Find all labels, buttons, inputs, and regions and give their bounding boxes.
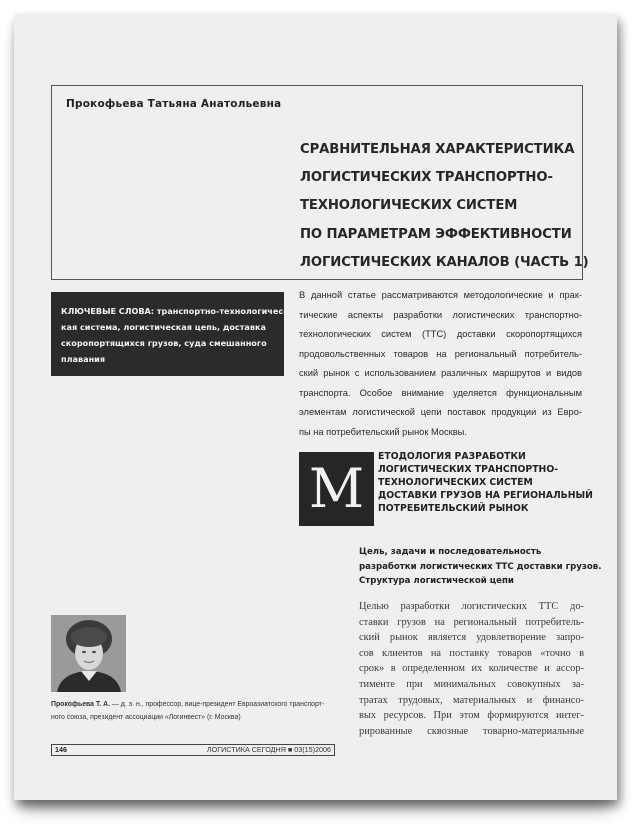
portrait-image bbox=[51, 615, 126, 692]
body-line: ставки грузов на региональный потребитель- bbox=[359, 616, 584, 628]
author-photo bbox=[51, 615, 126, 692]
body-line: вых ресурсов. При этом формируются интег- bbox=[359, 710, 584, 722]
keywords-line: плавания bbox=[61, 354, 106, 364]
bio-line bbox=[51, 698, 351, 711]
title-line: ЛОГИСТИЧЕСКИХ КАНАЛОВ (ЧАСТЬ 1) bbox=[300, 254, 589, 270]
abstract-line: тические аспекты разработки логистических транспортно- bbox=[299, 309, 582, 320]
body-line: срок» в определенном их количестве и ассор- bbox=[359, 663, 584, 675]
subheading-line: Структура логистической цепи bbox=[359, 576, 514, 586]
title-frame bbox=[51, 85, 589, 280]
drop-cap: М bbox=[299, 452, 374, 526]
section-heading bbox=[378, 450, 593, 515]
abstract bbox=[299, 286, 582, 442]
journal-page bbox=[14, 14, 617, 800]
body-line: Целью разработки логистических ТТС до- bbox=[359, 601, 584, 612]
body-line: ский рынок является удовлетворение запро- bbox=[359, 632, 584, 644]
section-heading-line: ЕТОДОЛОГИЯ РАЗРАБОТКИ bbox=[378, 451, 526, 462]
abstract-line: продовольственных товаров на региональный потребитель- bbox=[299, 348, 582, 359]
subheading-line: Цель, задачи и последовательность bbox=[359, 547, 542, 557]
subsection-heading bbox=[359, 545, 602, 589]
journal-issue: ЛОГИСТИКА СЕГОДНЯ ■ 03(15)2006 bbox=[206, 745, 331, 754]
title-line: ЛОГИСТИЧЕСКИХ ТРАНСПОРТНО- bbox=[300, 170, 553, 186]
section-heading-line: ЛОГИСТИЧЕСКИХ ТРАНСПОРТНО- bbox=[378, 464, 559, 475]
body-line: тименте при минимальных совокупных за- bbox=[359, 678, 584, 690]
author-bio bbox=[51, 698, 351, 724]
keywords-box bbox=[51, 292, 287, 376]
bio-line: ного союза, президент ассоциации «Логинвест» (г. Москва) bbox=[51, 714, 241, 722]
title-line: ПО ПАРАМЕТРАМ ЭФФЕКТИВНОСТИ bbox=[300, 226, 572, 242]
title-line: ТЕХНОЛОГИЧЕСКИХ СИСТЕМ bbox=[300, 198, 518, 214]
page-number: 146 bbox=[55, 745, 67, 754]
bio-text: — д. э. н., профессор, вице-президент Евроазиатского транспорт- bbox=[110, 701, 325, 708]
abstract-line: технологических систем (ТТС) доставки скоропортящихся bbox=[299, 329, 582, 339]
abstract-line: пы на потребительский рынок Москвы. bbox=[299, 426, 467, 437]
keywords-line: КЛЮЧЕВЫЕ СЛОВА: транспортно-технологичес- bbox=[61, 306, 287, 316]
body-line: рированные сквозные товарно-материальные bbox=[359, 725, 584, 737]
abstract-line: В данной статье рассматриваются методологические и прак- bbox=[299, 290, 582, 300]
section-heading-line: ПОТРЕБИТЕЛЬСКИЙ РЫНОК bbox=[378, 503, 529, 514]
abstract-line: ский рынок с использованием различных маршрутов и видов bbox=[299, 368, 582, 378]
abstract-line: транспорта. Особое внимание уделяется функциональным bbox=[299, 387, 582, 398]
body-line: тратах трудовых, материальных и финансо- bbox=[359, 694, 584, 706]
keywords-line: скоропортящихся грузов, суда смешанного bbox=[61, 338, 267, 348]
abstract-line: элементам логистической цепи поставок продукции из Евро- bbox=[299, 407, 582, 417]
title-line: СРАВНИТЕЛЬНАЯ ХАРАКТЕРИСТИКА bbox=[300, 142, 575, 157]
subheading-line: разработки логистических ТТС доставки грузов. bbox=[359, 561, 602, 572]
bio-name: Прокофьева Т. А. bbox=[51, 701, 111, 708]
body-text bbox=[359, 599, 584, 739]
section-heading-line: ТЕХНОЛОГИЧЕСКИХ СИСТЕМ bbox=[378, 477, 533, 488]
body-line: сов клиентов на поставку товаров «точно в bbox=[359, 647, 584, 659]
keywords-line: кая система, логистическая цепь, доставка bbox=[61, 322, 266, 332]
author-name: Прокофьева Татьяна Анатольевна bbox=[66, 98, 282, 110]
article-title bbox=[300, 136, 589, 277]
section-heading-line: ДОСТАВКИ ГРУЗОВ НА РЕГИОНАЛЬНЫЙ bbox=[378, 490, 593, 501]
page-footer bbox=[51, 744, 335, 756]
